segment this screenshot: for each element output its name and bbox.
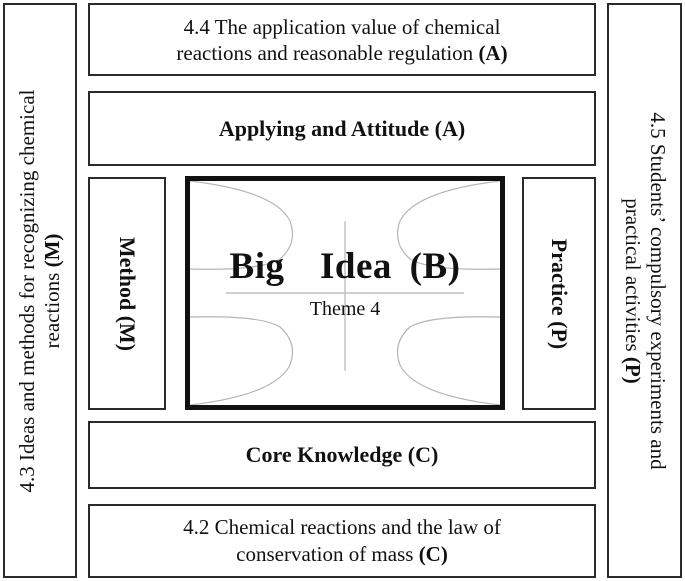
core-knowledge-label: Core Knowledge (C) [245, 442, 439, 467]
practice-label: Practice (P) [547, 238, 572, 349]
left-description-line2: reactions [40, 272, 64, 348]
right-description-line2-wrap [620, 112, 645, 469]
left-description-line1: 4.3 Ideas and methods for recognizing chemical [15, 89, 39, 492]
right-description-box [607, 3, 682, 578]
big-idea-title: Big Idea (B) [229, 246, 461, 287]
bottom-description-line2: conservation of mass [236, 542, 414, 566]
top-description-tag: (A) [478, 40, 508, 65]
method-column [88, 177, 166, 410]
top-description-line2: reactions and reasonable regulation [176, 40, 474, 65]
big-idea-subtitle: Theme 4 [309, 298, 381, 320]
applying-attitude-label: Applying and Attitude (A) [218, 115, 466, 141]
bottom-description-line2-wrap [183, 541, 501, 568]
top-description-line2-wrap [176, 40, 507, 66]
applying-attitude-bar [88, 91, 596, 166]
bottom-description-tag: (C) [418, 542, 448, 566]
left-description-line2-wrap [40, 89, 65, 492]
big-idea-box [185, 176, 505, 410]
bottom-description-line1: 4.2 Chemical reactions and the law of [183, 515, 501, 539]
right-description-line2: practical activities [620, 197, 645, 352]
top-description-text [176, 14, 507, 66]
bottom-description-box [88, 504, 596, 578]
practice-column [522, 177, 596, 410]
method-label: Method (M) [115, 236, 140, 351]
top-description-box [88, 3, 596, 76]
left-description-box [3, 3, 77, 578]
left-description-text [15, 89, 65, 492]
left-description-tag: (M) [40, 233, 64, 267]
right-description-text [620, 112, 670, 469]
big-idea-hyperbola-graphic [190, 181, 500, 405]
core-knowledge-bar [88, 421, 596, 489]
bottom-description-text [183, 514, 501, 568]
right-description-tag: (P) [620, 356, 645, 384]
right-description-line1: 4.5 Students’ compulsory experiments and [645, 111, 670, 470]
top-description-line1: 4.4 The application value of chemical [183, 14, 501, 39]
